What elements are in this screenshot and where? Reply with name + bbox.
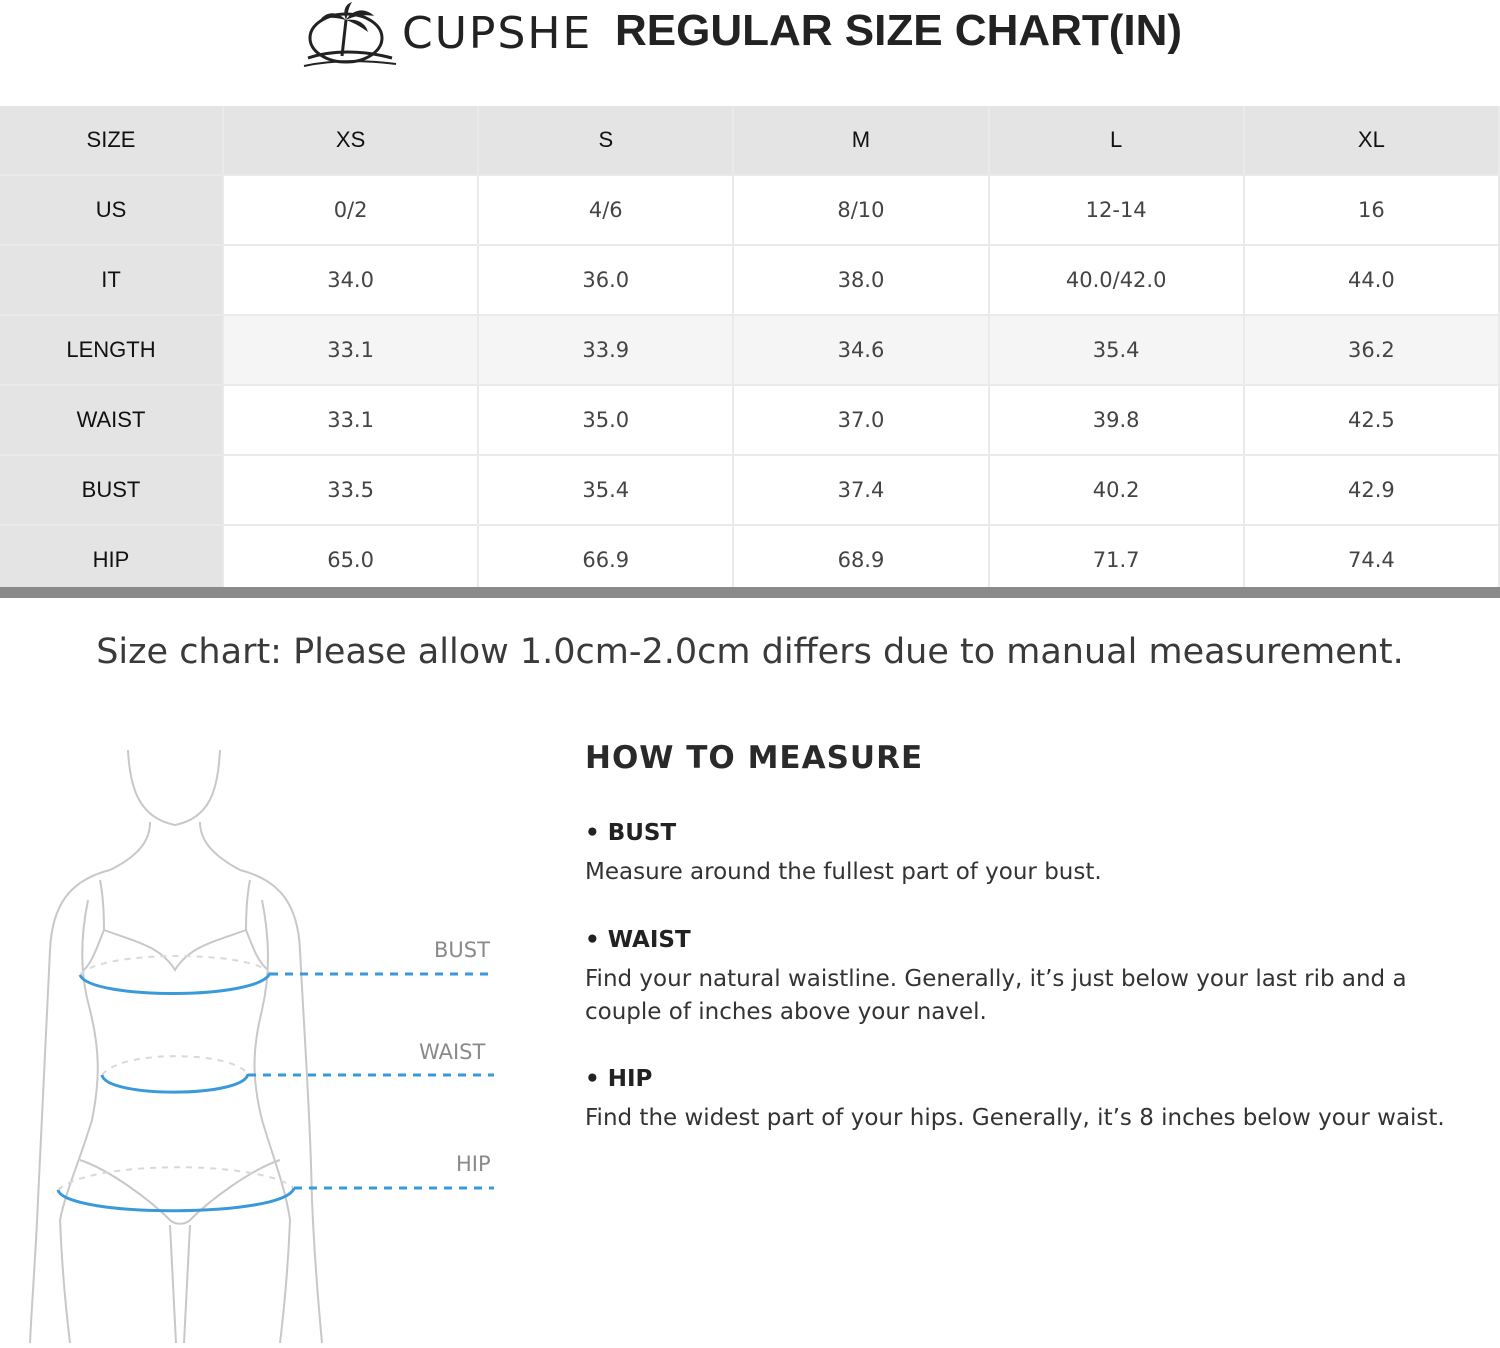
table-cell: 34.6 — [733, 315, 988, 385]
measure-item-description: Find the widest part of your hips. Generally, it’s 8 inches below your waist. — [585, 1105, 1445, 1131]
chart-title: REGULAR SIZE CHART(IN) — [615, 6, 1183, 55]
table-cell: 68.9 — [733, 525, 988, 595]
waist-measure-line — [102, 1074, 248, 1092]
palm-tree-logo-icon — [302, 2, 398, 70]
bust-figure-label: BUST — [434, 938, 490, 962]
how-to-measure-section — [585, 740, 1485, 1131]
body-outline-illustration — [0, 730, 560, 1343]
table-cell: 71.7 — [989, 525, 1244, 595]
table-cell: 35.4 — [989, 315, 1244, 385]
table-cell: 39.8 — [989, 385, 1244, 455]
measure-item-title: • HIP — [585, 1066, 653, 1092]
table-cell: 42.5 — [1244, 385, 1499, 455]
column-header: XL — [1244, 106, 1499, 175]
size-table — [0, 106, 1500, 596]
table-row — [0, 315, 1499, 385]
table-cell: 33.5 — [223, 455, 478, 525]
table-cell: 37.4 — [733, 455, 988, 525]
table-cell: 34.0 — [223, 245, 478, 315]
table-cell: 36.0 — [478, 245, 733, 315]
table-cell: 37.0 — [733, 385, 988, 455]
table-cell: 42.9 — [1244, 455, 1499, 525]
table-cell: 0/2 — [223, 175, 478, 245]
row-header: BUST — [0, 455, 223, 525]
row-header: US — [0, 175, 223, 245]
row-header: IT — [0, 245, 223, 315]
table-corner-header: SIZE — [0, 106, 223, 175]
waist-figure-label: WAIST — [419, 1040, 486, 1064]
table-cell: 33.1 — [223, 315, 478, 385]
header — [0, 0, 1500, 80]
table-cell: 33.1 — [223, 385, 478, 455]
table-row — [0, 455, 1499, 525]
table-cell: 4/6 — [478, 175, 733, 245]
measure-item-hip — [585, 1066, 1485, 1135]
table-cell: 8/10 — [733, 175, 988, 245]
column-header: S — [478, 106, 733, 175]
table-cell: 38.0 — [733, 245, 988, 315]
table-cell: 35.4 — [478, 455, 733, 525]
table-row — [0, 385, 1499, 455]
row-header: HIP — [0, 525, 223, 595]
column-header: XS — [223, 106, 478, 175]
measurement-note: Size chart: Please allow 1.0cm-2.0cm differs due to manual measurement. — [96, 632, 1404, 672]
body-measure-figure — [0, 730, 560, 1343]
measure-item-title: • WAIST — [585, 927, 691, 953]
table-cell: 36.2 — [1244, 315, 1499, 385]
table-cell: 40.0/42.0 — [989, 245, 1244, 315]
table-cell: 33.9 — [478, 315, 733, 385]
table-cell: 65.0 — [223, 525, 478, 595]
bust-measure-line — [80, 973, 270, 994]
table-cell: 40.2 — [989, 455, 1244, 525]
column-header: L — [989, 106, 1244, 175]
table-cell: 44.0 — [1244, 245, 1499, 315]
table-row — [0, 245, 1499, 315]
table-cell: 12-14 — [989, 175, 1244, 245]
table-bottom-divider — [0, 587, 1500, 598]
row-header: LENGTH — [0, 315, 223, 385]
table-cell: 35.0 — [478, 385, 733, 455]
table-row — [0, 525, 1499, 595]
table-row — [0, 175, 1499, 245]
measure-item-title: • BUST — [585, 820, 677, 846]
measure-item-waist — [585, 927, 1485, 1029]
how-to-measure-heading: HOW TO MEASURE — [585, 740, 924, 776]
hip-figure-label: HIP — [456, 1152, 491, 1176]
table-header-row — [0, 106, 1499, 175]
brand-name: CUPSHE — [402, 8, 593, 59]
measure-item-description: Find your natural waistline. Generally, it’s just below your last rib and a couple of inches above your navel. — [585, 966, 1407, 1025]
table-cell: 74.4 — [1244, 525, 1499, 595]
measure-item-bust — [585, 820, 1485, 889]
column-header: M — [733, 106, 988, 175]
hip-measure-line — [58, 1188, 294, 1211]
table-cell: 16 — [1244, 175, 1499, 245]
row-header: WAIST — [0, 385, 223, 455]
table-cell: 66.9 — [478, 525, 733, 595]
measure-item-description: Measure around the fullest part of your bust. — [585, 859, 1102, 885]
